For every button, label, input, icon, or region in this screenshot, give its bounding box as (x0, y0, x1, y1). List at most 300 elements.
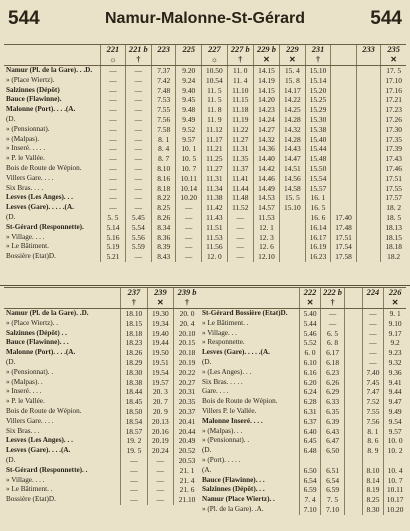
time-cell: 5.46 (299, 329, 321, 339)
time-cell: — (125, 66, 151, 76)
time-cell: 8.16 (151, 174, 176, 184)
timetable-bottom-left (4, 287, 200, 505)
time-cell: 19.44 (147, 338, 173, 348)
time-cell: 9.40 (176, 86, 202, 96)
time-cell: 8.36 (151, 233, 176, 243)
time-cell: 14.25 (280, 105, 306, 115)
time-cell: 6.20 (299, 378, 321, 388)
time-cell: 16. 6 (305, 213, 331, 223)
time-cell: 11.38 (202, 193, 228, 203)
time-cell: 9.57 (176, 135, 202, 145)
time-cell: 11.44 (227, 184, 253, 194)
table-row (4, 338, 200, 348)
time-cell: 5.14 (101, 223, 126, 233)
time-cell: 14.23 (253, 105, 279, 115)
table-row (4, 456, 200, 466)
time-cell: — (101, 86, 126, 96)
time-cell (331, 115, 357, 125)
time-cell: 17.26 (381, 115, 406, 125)
train-number-row (4, 45, 406, 66)
time-cell: 7.47 (362, 387, 384, 397)
time-cell (344, 378, 362, 388)
station-name: » P. le Vallée. (6, 154, 45, 163)
time-cell: 14.49 (253, 184, 279, 194)
time-cell: 9.2 (384, 338, 406, 348)
time-cell: 17.57 (381, 193, 406, 203)
train-number-cell (305, 45, 331, 66)
time-cell: 6.59 (321, 485, 344, 495)
time-cell: 20.13 (147, 417, 173, 427)
time-cell: 8. 6 (362, 436, 384, 446)
time-cell (356, 223, 380, 233)
time-cell: 8.10 (151, 164, 176, 174)
table-row (200, 378, 406, 388)
time-cell: 8. 1 (362, 427, 384, 437)
time-cell: 16.14 (305, 223, 331, 233)
train-number-cell (331, 45, 357, 66)
train-number: 221 (106, 45, 120, 54)
time-cell: 14.15 (253, 86, 279, 96)
time-cell: 10.20 (176, 193, 202, 203)
time-cell: 16.19 (305, 242, 331, 252)
timetable-top (4, 44, 406, 262)
time-cell: 15.44 (305, 144, 331, 154)
time-cell: 20.16 (147, 427, 173, 437)
station-name: » Inseré. . . . (6, 387, 42, 396)
time-cell: 8.22 (151, 193, 176, 203)
time-cell: — (101, 115, 126, 125)
table-row (4, 417, 200, 427)
time-cell: 11. 8 (202, 105, 228, 115)
table-row (200, 407, 406, 417)
train-number-cell (147, 288, 173, 309)
time-cell (356, 203, 380, 213)
time-cell (331, 66, 357, 76)
train-number-cell (253, 45, 279, 66)
station-name: » Inseré. . . . . (6, 144, 46, 153)
time-cell (344, 368, 362, 378)
time-cell: 6.31 (299, 407, 321, 417)
time-cell: 17.46 (381, 164, 406, 174)
station-name: » Le Bâtiment. . (202, 318, 249, 327)
time-cell: 15. 5 (280, 193, 306, 203)
station-name: Lesves (Les Anges). . . (6, 436, 73, 445)
time-cell: 18.18 (381, 242, 406, 252)
time-cell: 15. 8 (280, 76, 306, 86)
time-cell: 11.27 (227, 135, 253, 145)
page-header (0, 6, 410, 32)
time-cell: 8.19 (362, 485, 384, 495)
time-cell (356, 115, 380, 125)
time-cell: 16.23 (305, 252, 331, 262)
time-cell: 9. 1 (384, 309, 406, 319)
table-row (200, 476, 406, 486)
time-cell: 18.54 (121, 417, 147, 427)
page-number-left: 544 (8, 8, 40, 29)
time-cell: 20.10 (174, 329, 200, 339)
time-cell: 17.21 (381, 95, 406, 105)
time-cell: — (147, 466, 173, 476)
station-name: Six Bras. . . (6, 426, 40, 435)
train-symbol-icon: † (238, 55, 243, 64)
time-cell: 6.47 (321, 436, 344, 446)
time-cell: 9.20 (176, 66, 202, 76)
time-cell: — (101, 184, 126, 194)
time-cell: 14.43 (280, 144, 306, 154)
station-name: Lesves (Gare). . . .(A. (6, 446, 71, 455)
page-title: Namur-Malonne-St-Gérard (104, 10, 306, 27)
time-cell (356, 174, 380, 184)
time-cell: 17.54 (331, 242, 357, 252)
time-cell: 5.54 (125, 223, 151, 233)
time-cell: 10. 7 (384, 476, 406, 486)
time-cell: 8. 1 (151, 135, 176, 145)
time-cell: 15.25 (305, 95, 331, 105)
time-cell: 14.36 (253, 144, 279, 154)
time-cell: 11. 5 (202, 95, 228, 105)
time-cell (331, 164, 357, 174)
table-row (200, 436, 406, 446)
time-cell (344, 309, 362, 319)
time-cell: 6.33 (321, 397, 344, 407)
station-name: Bauce (Flawinne). (6, 95, 62, 104)
time-cell: 14.32 (280, 125, 306, 135)
station-header-cell (200, 288, 299, 309)
time-cell: 18.38 (121, 378, 147, 388)
time-cell: 17.51 (381, 174, 406, 184)
table-row (200, 329, 406, 339)
station-name: » (Pensionnat). . (6, 367, 54, 376)
train-symbol-icon: ✕ (391, 298, 399, 307)
station-name: Malonne Inseré. . . . (202, 416, 263, 425)
time-cell (344, 495, 362, 505)
time-cell (331, 184, 357, 194)
time-cell: 19.54 (147, 368, 173, 378)
time-cell: 5.52 (299, 338, 321, 348)
time-cell: 18.15 (381, 233, 406, 243)
time-cell: 11. 4 (227, 76, 253, 86)
station-name: St-Gérard Bossière (Etat)D. (202, 309, 288, 317)
time-cell: 20.49 (174, 436, 200, 446)
time-cell: — (176, 233, 202, 243)
time-cell: 14.27 (253, 125, 279, 135)
time-cell (356, 144, 380, 154)
table-row (4, 105, 406, 115)
train-number: 227 b (230, 45, 250, 54)
time-cell: 7.52 (362, 397, 384, 407)
time-cell: 20.44 (174, 427, 200, 437)
time-cell: 6.50 (299, 466, 321, 476)
train-symbol-icon: † (315, 55, 320, 64)
time-cell: 20.37 (174, 407, 200, 417)
station-name: » (Malpas). . . (202, 426, 243, 435)
table-row (4, 476, 200, 486)
time-cell: 15.54 (305, 174, 331, 184)
station-name: Gare. . . . (202, 387, 229, 396)
station-name: Salzinnes (Dépôt) (6, 85, 60, 94)
time-cell: 7.40 (362, 368, 384, 378)
time-cell (344, 407, 362, 417)
time-cell: 8.25 (151, 203, 176, 213)
station-name: Villers Gare. . . . (6, 416, 54, 425)
time-cell (362, 456, 384, 466)
time-cell: 14.15 (253, 66, 279, 76)
station-header-cell (4, 288, 121, 309)
station-name: Namur (Place Wiertz). . (202, 495, 275, 504)
time-cell: 17.39 (381, 144, 406, 154)
time-cell: 7.10 (299, 505, 321, 515)
time-cell: 21. 1 (174, 466, 200, 476)
time-cell: — (125, 203, 151, 213)
time-cell: 14.51 (280, 164, 306, 174)
time-cell: 11.10 (227, 86, 253, 96)
table-row (200, 417, 406, 427)
station-name: Malonne (Port). . . .(A. (6, 105, 76, 114)
table-row (4, 378, 200, 388)
time-cell: 5.56 (125, 233, 151, 243)
train-number-cell (151, 45, 176, 66)
time-cell: 10.17 (384, 495, 406, 505)
time-cell: 6.35 (321, 407, 344, 417)
time-cell (331, 144, 357, 154)
station-name: (D. (6, 357, 16, 366)
station-name: Salzinnes (Dépôt) . . (6, 328, 67, 337)
table-row (4, 348, 200, 358)
time-cell: 17.30 (381, 125, 406, 135)
train-number: 222 b (323, 288, 342, 297)
time-cell: — (121, 495, 147, 505)
train-number-cell (362, 288, 384, 309)
time-cell (356, 105, 380, 115)
table-row (4, 174, 406, 184)
train-number-row (200, 288, 406, 309)
train-symbol-icon: † (185, 298, 190, 307)
time-cell: — (121, 456, 147, 466)
time-cell: — (147, 495, 173, 505)
time-cell: — (125, 154, 151, 164)
time-cell: 20. 0 (174, 309, 200, 319)
time-cell: 9.36 (384, 368, 406, 378)
time-cell: 10. 4 (384, 466, 406, 476)
time-cell: — (176, 223, 202, 233)
train-number-row (4, 288, 200, 309)
time-cell: 11. 5 (202, 86, 228, 96)
time-cell: 7.55 (151, 105, 176, 115)
time-cell (356, 95, 380, 105)
time-cell: 8.25 (362, 495, 384, 505)
time-cell: 14.53 (253, 193, 279, 203)
time-cell: 18.15 (121, 319, 147, 329)
table-row (4, 407, 200, 417)
time-cell (344, 417, 362, 427)
time-cell: 19.50 (147, 348, 173, 358)
time-cell: 8.30 (362, 505, 384, 515)
time-cell: 20. 9 (147, 407, 173, 417)
time-cell: 6.43 (321, 427, 344, 437)
table-row (4, 397, 200, 407)
time-cell: 6.40 (299, 427, 321, 437)
time-cell: 18.13 (381, 223, 406, 233)
time-cell: 7.42 (151, 76, 176, 86)
time-cell: 17.16 (381, 86, 406, 96)
time-cell: 16.17 (305, 233, 331, 243)
time-cell: 11.22 (227, 125, 253, 135)
station-name: Namur (Pl. de la Gare). . .D. (6, 66, 93, 74)
time-cell: 11. 0 (227, 66, 253, 76)
time-cell: 20.24 (147, 446, 173, 456)
timetable-bottom-right (200, 287, 406, 515)
time-cell: 12. 1 (253, 223, 279, 233)
time-cell: 19.40 (147, 329, 173, 339)
time-cell: 7.53 (151, 95, 176, 105)
time-cell: — (227, 242, 253, 252)
train-number: 226 (388, 288, 402, 297)
train-number-cell (356, 45, 380, 66)
time-cell: 6.29 (321, 387, 344, 397)
time-cell: 14.57 (253, 203, 279, 213)
table-row (200, 319, 406, 329)
station-name: » (Port). . . . . (202, 455, 241, 464)
table-row (4, 193, 406, 203)
table-row (4, 329, 200, 339)
time-cell (280, 252, 306, 262)
time-cell: 19. 5 (121, 446, 147, 456)
station-name: (D. (6, 114, 16, 123)
time-cell (356, 66, 380, 76)
station-name: » (Malpas). (6, 134, 40, 143)
time-cell (331, 86, 357, 96)
time-cell: 18.26 (121, 348, 147, 358)
table-row (4, 233, 406, 243)
table-row (200, 485, 406, 495)
time-cell: — (101, 135, 126, 145)
time-cell: 15.57 (305, 184, 331, 194)
time-cell (280, 213, 306, 223)
time-cell: 17. 5 (381, 66, 406, 76)
time-cell: 17.35 (381, 135, 406, 145)
time-cell: 9.48 (176, 105, 202, 115)
station-name: (D. (202, 357, 212, 366)
time-cell: 19.57 (147, 378, 173, 388)
station-name: » (Pensionnat). (6, 124, 50, 133)
time-cell (344, 348, 362, 358)
station-name: (A. (202, 465, 212, 474)
time-cell (331, 193, 357, 203)
train-number: 227 (208, 45, 221, 54)
table-row (200, 427, 406, 437)
time-cell: — (362, 358, 384, 368)
time-cell: 21. 6 (174, 485, 200, 495)
time-cell: 10. 0 (384, 436, 406, 446)
table-row (4, 495, 200, 505)
time-cell: 15.48 (305, 154, 331, 164)
station-name: St-Gérard (Responnette). . (6, 465, 88, 474)
time-cell: 20. 3 (147, 387, 173, 397)
time-cell (344, 387, 362, 397)
time-cell: 11.17 (202, 135, 228, 145)
time-cell: 10.50 (202, 66, 228, 76)
time-cell: — (125, 135, 151, 145)
train-number: 239 (154, 288, 167, 297)
time-cell: 20.35 (174, 397, 200, 407)
time-cell: 11.42 (202, 203, 228, 213)
time-cell (344, 446, 362, 456)
station-name: » Le Bâtiment. (6, 242, 49, 251)
train-number-cell (384, 288, 406, 309)
time-cell: 8.39 (151, 242, 176, 252)
time-cell: — (125, 105, 151, 115)
time-cell: — (125, 174, 151, 184)
time-cell (331, 154, 357, 164)
time-cell: 19.34 (147, 319, 173, 329)
station-name: (D. (6, 212, 16, 221)
time-cell: — (125, 86, 151, 96)
time-cell: 18.29 (121, 358, 147, 368)
time-cell: 8.34 (151, 223, 176, 233)
time-cell (331, 174, 357, 184)
time-cell: 15.29 (305, 105, 331, 115)
time-cell: 9.47 (384, 397, 406, 407)
time-cell: 6.26 (321, 378, 344, 388)
time-cell: 6.23 (321, 368, 344, 378)
time-cell: — (227, 213, 253, 223)
time-cell: — (362, 309, 384, 319)
train-number-cell (101, 45, 126, 66)
time-cell: 17.48 (331, 223, 357, 233)
time-cell: 17.58 (331, 252, 357, 262)
table-row (4, 309, 200, 319)
time-cell: — (227, 223, 253, 233)
time-cell: 10.14 (176, 184, 202, 194)
table-row (200, 495, 406, 505)
station-name: Bois de Route de Wépion. (202, 397, 278, 406)
table-row (4, 223, 406, 233)
table-row (4, 115, 406, 125)
time-cell: 6. 8 (321, 338, 344, 348)
table-row (200, 338, 406, 348)
time-cell: — (125, 95, 151, 105)
train-number-cell (125, 45, 151, 66)
train-symbol-icon: ✕ (157, 298, 164, 307)
time-cell: — (101, 164, 126, 174)
station-name: » (Malpas). . (6, 377, 43, 386)
time-cell: — (321, 319, 344, 329)
table-row (4, 76, 406, 86)
time-cell: — (147, 476, 173, 486)
table-row (4, 154, 406, 164)
table-row (4, 466, 200, 476)
time-cell: — (147, 456, 173, 466)
time-cell: 6.28 (299, 397, 321, 407)
time-cell: 6.24 (299, 387, 321, 397)
time-cell: 14.46 (253, 174, 279, 184)
time-cell: — (176, 213, 202, 223)
time-cell: 12. 3 (253, 233, 279, 243)
time-cell: — (101, 105, 126, 115)
time-cell: 7.55 (362, 407, 384, 417)
time-cell: 15.20 (305, 86, 331, 96)
time-cell (331, 76, 357, 86)
station-name: Villers Gare. . . . (6, 173, 54, 182)
train-number-cell (227, 45, 253, 66)
time-cell: 7.45 (362, 378, 384, 388)
time-cell (331, 135, 357, 145)
time-cell (356, 213, 380, 223)
train-number-cell (174, 288, 200, 309)
time-cell: — (121, 466, 147, 476)
time-cell (344, 329, 362, 339)
time-cell: 17.23 (381, 105, 406, 115)
